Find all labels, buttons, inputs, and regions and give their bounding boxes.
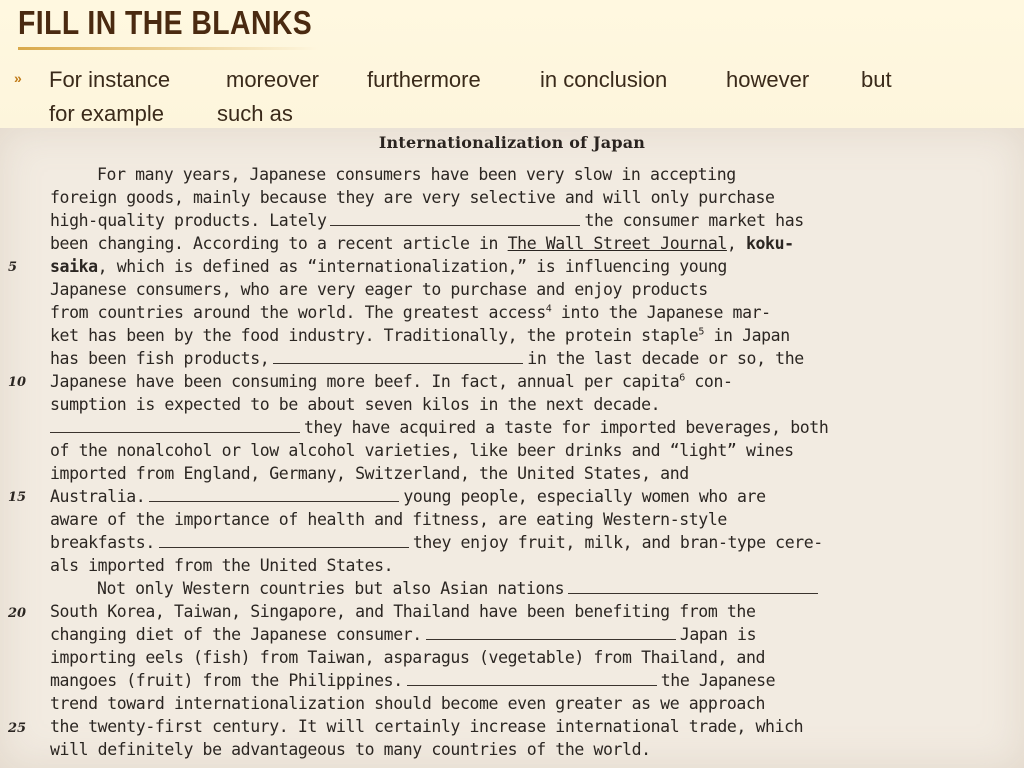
article-line: importing eels (fish) from Taiwan, asparagus (vegetable) from Thailand, and [50, 648, 766, 667]
article-line: imported from England, Germany, Switzerland, the United States, and [50, 464, 689, 483]
article-line: they have acquired a taste for imported beverages, both [50, 416, 1005, 439]
answer-blank[interactable] [273, 349, 523, 364]
article-line: has been fish products, in the last decade or so, the [50, 349, 804, 368]
word-bank-item: such as [217, 101, 293, 126]
article-line: ket has been by the food industry. Traditionally, the protein staple$^5$ in Japan [50, 326, 790, 345]
line-number: 10 [8, 375, 27, 390]
article-line: Japanese have been consuming more beef. In fact, annual per capita$^6$ con- [50, 372, 733, 391]
article-line: of the nonalcohol or low alcohol varieties, like beer drinks and “light” wines [50, 441, 794, 460]
article-line: als imported from the United States. [50, 556, 394, 575]
word-bank-item: in conclusion [540, 67, 668, 92]
word-bank-item: moreover [226, 67, 319, 92]
article-line: Not only Western countries but also Asian nations [97, 577, 1005, 600]
word-bank-item: but [861, 67, 892, 92]
answer-blank[interactable] [159, 533, 409, 548]
article-line: from countries around the world. The greatest access$^4$ into the Japanese mar- [50, 303, 771, 322]
article-line: South Korea, Taiwan, Singapore, and Thailand have been benefiting from the [50, 602, 756, 621]
article-line: high-quality products. Lately the consumer market has [50, 211, 804, 230]
article-line: the twenty-first century. It will certainly increase international trade, which [50, 717, 804, 736]
word-bank-item: furthermore [367, 67, 481, 92]
article-line: sumption is expected to be about seven kilos in the next decade. [50, 395, 661, 414]
word-bank-item: for example [49, 101, 164, 126]
answer-blank[interactable] [568, 579, 818, 594]
article-line: breakfasts. they enjoy fruit, milk, and bran-type cere- [50, 533, 823, 552]
article-line: aware of the importance of health and fitness, are eating Western-style [50, 510, 727, 529]
article-line: Japanese consumers, who are very eager to purchase and enjoy products [50, 280, 708, 299]
article-line: For many years, Japanese consumers have been very slow in accepting [97, 165, 736, 184]
answer-blank[interactable] [149, 487, 399, 502]
answer-blank[interactable] [50, 418, 300, 433]
answer-blank[interactable] [330, 211, 580, 226]
line-number: 15 [8, 490, 27, 505]
line-number: 20 [8, 606, 27, 621]
article-line: saika, which is defined as “internationalization,” is influencing young [50, 257, 727, 276]
article-title: Internationalization of Japan [378, 133, 646, 152]
article-line: trend toward internationalization should become even greater as we approach [50, 694, 766, 713]
article-line: mangoes (fruit) from the Philippines. the Japanese [50, 671, 776, 690]
article-line: changing diet of the Japanese consumer. Japan is [50, 625, 757, 644]
word-bank-item: however [726, 67, 810, 92]
line-number: 25 [8, 721, 27, 736]
article-line: foreign goods, mainly because they are very selective and will only purchase [50, 188, 775, 207]
answer-blank[interactable] [426, 625, 676, 640]
answer-blank[interactable] [407, 671, 657, 686]
word-bank-item: For instance [49, 67, 171, 92]
slide-title: FILL IN THE BLANKS [18, 4, 313, 41]
line-number: 5 [8, 260, 18, 275]
bullet-icon: » [14, 70, 22, 86]
article-line: Australia. young people, especially women who are [50, 487, 766, 506]
title-underline [18, 47, 318, 50]
article-line: been changing. According to a recent article in The Wall Street Journal, koku- [50, 234, 794, 253]
article-line: will definitely be advantageous to many countries of the world. [50, 740, 651, 759]
